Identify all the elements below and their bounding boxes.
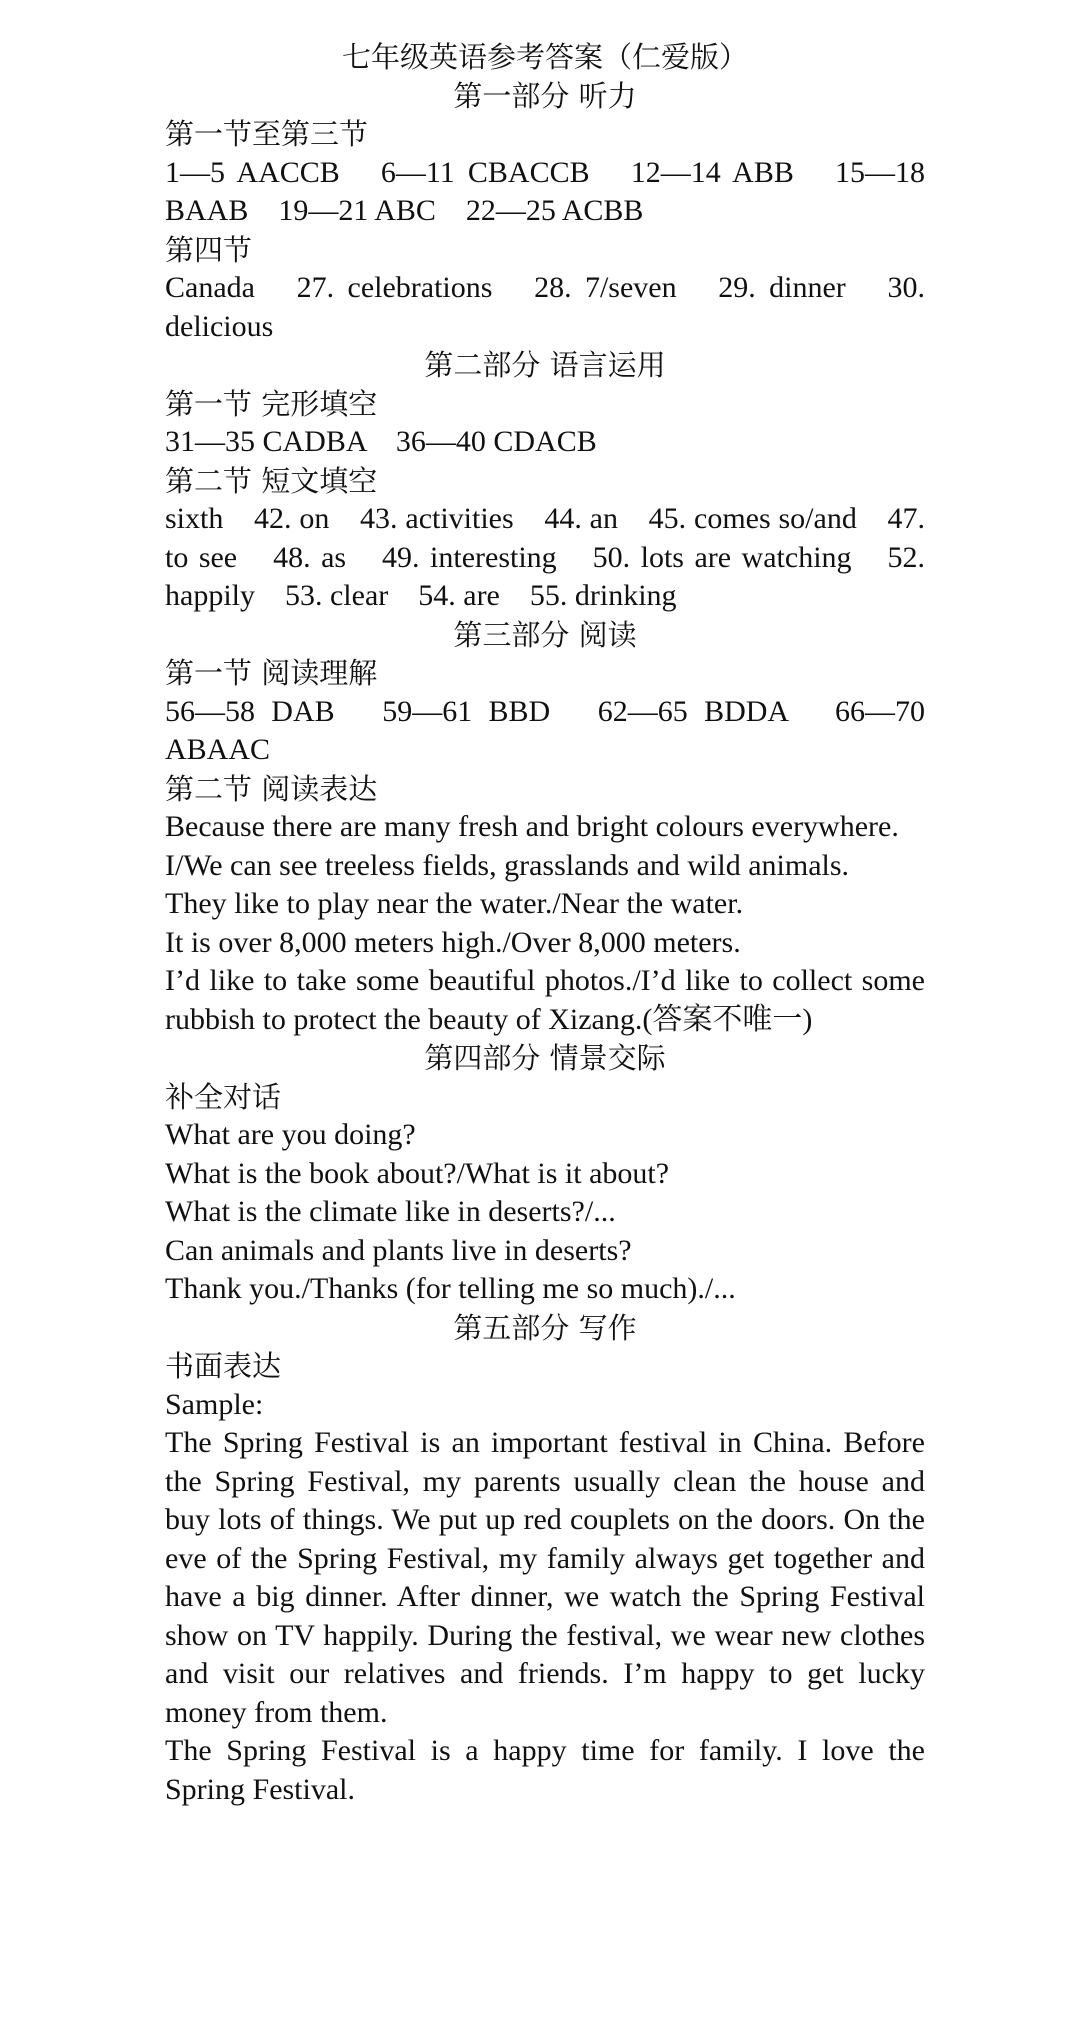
part1-section1-heading: 第一节至第三节 [165, 117, 369, 151]
part5-heading: 第五部分 写作 [453, 1310, 637, 1345]
part2-section2-answers: sixth 42. on 43. activities 44. an 45. comes so/and 47. to see 48. as 49. interesting 50. lots are watching 52. happily 53. clear 54. are 55. drinking [165, 502, 925, 612]
sample-label: Sample: [165, 1387, 264, 1421]
sample-paragraph-2: The Spring Festival is a happy time for family. I love the Spring Festival. [165, 1734, 925, 1806]
part3-section1-answers: 56—58 DAB 59—61 BBD 62—65 BDDA 66—70 ABAAC [165, 694, 925, 766]
sample-paragraph-1: The Spring Festival is an important festival in China. Before the Spring Festival, my parents usually clean the house and buy lots of things. We put up red couplets on the doors. On the eve of the Spring Festival, my family always get together and have a big dinner. After dinner, we watch the Spring Festival show on TV happily. During the festival, we wear new clothes and visit our relatives and friends. I’m happy to get lucky money from them. [165, 1426, 925, 1729]
dialogue-answer-5: Thank you./Thanks (for telling me so much)./... [165, 1272, 736, 1305]
part1-section1-answers: 1—5 AACCB 6—11 CBACCB 12—14 ABB 15—18 BAAB 19—21 ABC 22—25 ACBB [165, 155, 925, 227]
part2-heading: 第二部分 语言运用 [424, 348, 666, 382]
part2-section1-answers: 31—35 CADBA 36—40 CDACB [165, 425, 597, 458]
part3-section2-heading: 第二节 阅读表达 [165, 771, 378, 806]
reading-answer-3: They like to play near the water./Near the water. [165, 887, 744, 920]
part4-heading: 第四部分 情景交际 [424, 1041, 666, 1075]
part5-section-heading: 书面表达 [165, 1349, 282, 1383]
part1-section4-heading: 第四节 [165, 232, 253, 267]
dialogue-answer-2: What is the book about?/What is it about? [165, 1156, 670, 1190]
part2-section1-heading: 第一节 完形填空 [165, 386, 378, 421]
document-title: 七年级英语参考答案（仁爱版） [341, 40, 748, 74]
part3-heading: 第三部分 阅读 [453, 617, 637, 652]
reading-answer-5: I’d like to take some beautiful photos./I’d like to collect some rubbish to protect the beauty of Xizang.(答案不唯一) [165, 964, 925, 1036]
part1-section4-answers: Canada 27. celebrations 28. 7/seven 29. dinner 30. delicious [165, 271, 925, 343]
answer-document [165, 38, 925, 1809]
dialogue-answer-3: What is the climate like in deserts?/... [165, 1195, 616, 1228]
dialogue-answer-4: Can animals and plants live in deserts? [165, 1233, 632, 1267]
part2-section2-heading: 第二节 短文填空 [165, 463, 378, 498]
part1-heading: 第一部分 听力 [453, 78, 637, 113]
part3-section1-heading: 第一节 阅读理解 [165, 656, 378, 690]
part4-section-heading: 补全对话 [165, 1079, 282, 1114]
reading-answer-2: I/We can see treeless fields, grasslands and wild animals. [165, 848, 850, 882]
dialogue-answer-1: What are you doing? [165, 1118, 416, 1151]
reading-answer-4: It is over 8,000 meters high./Over 8,000 meters. [165, 925, 741, 959]
reading-answer-1: Because there are many fresh and bright colours everywhere. [165, 810, 899, 843]
